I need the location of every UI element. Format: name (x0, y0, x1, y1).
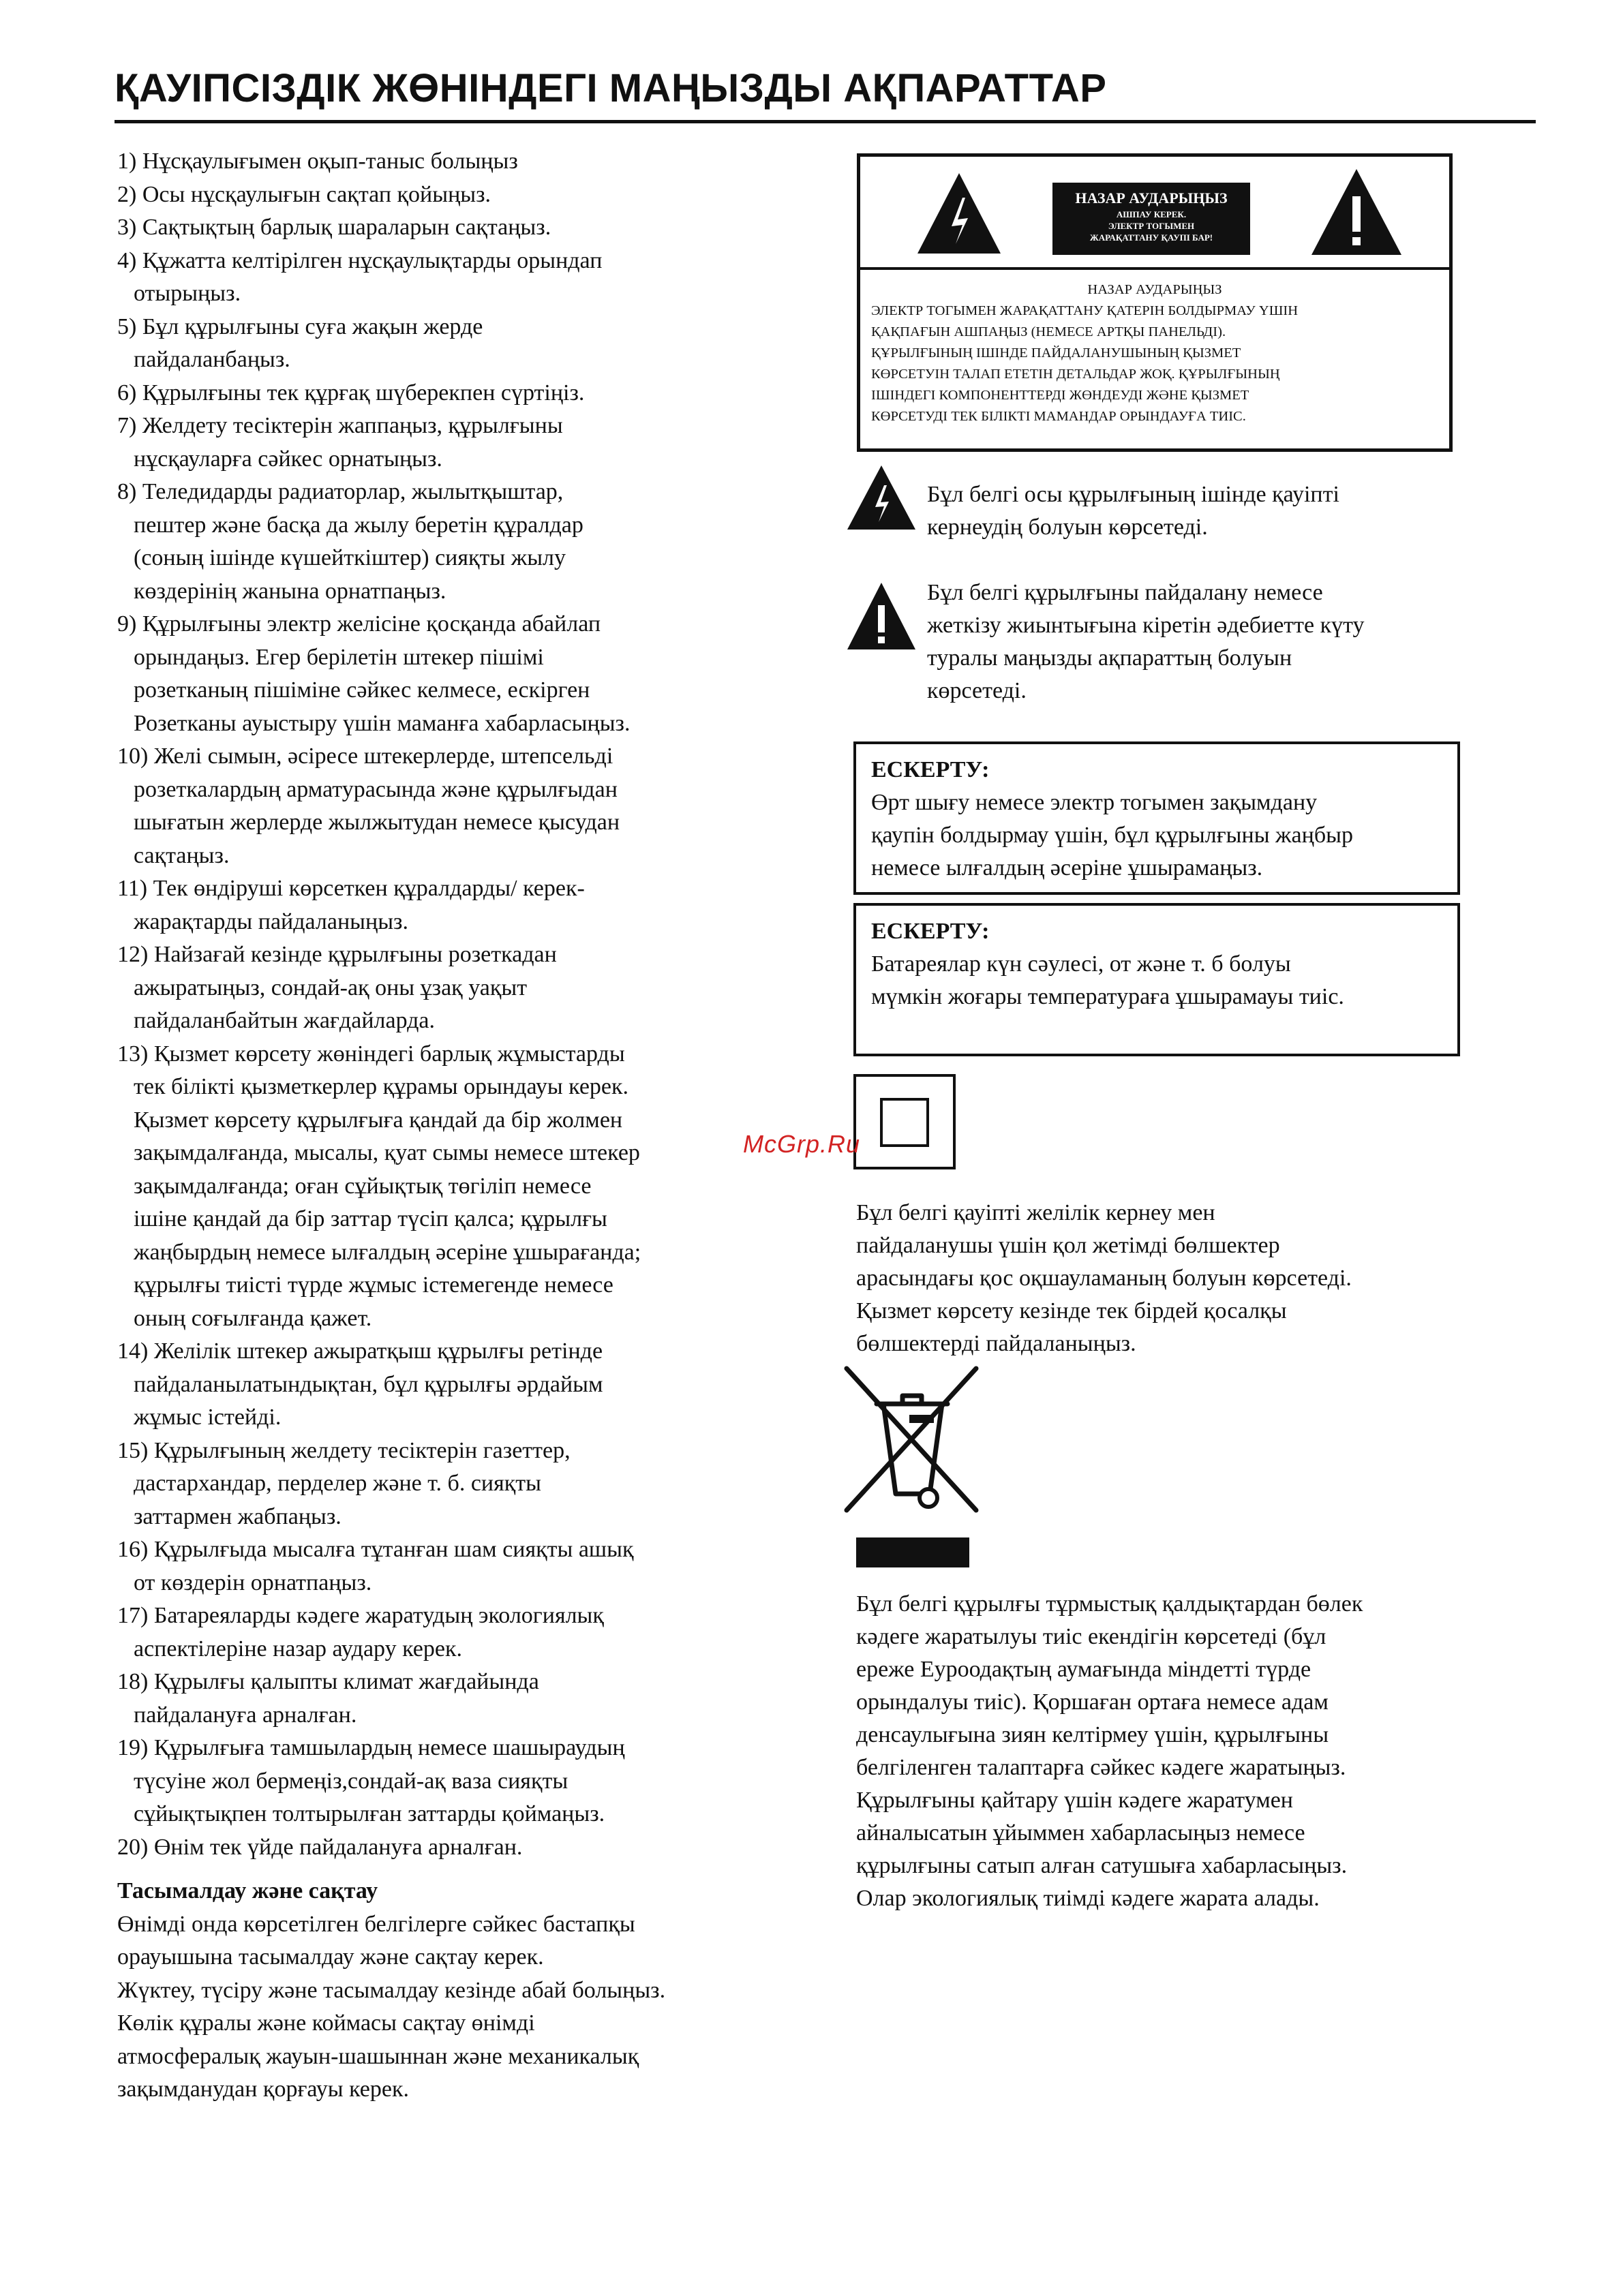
instruction-item (117, 1599, 792, 1666)
instruction-item (117, 1666, 792, 1732)
instruction-line: отырыңыз. (134, 281, 241, 306)
instruction-number: 13) (117, 1041, 149, 1067)
caution-heading: ЕСКЕРТУ: (871, 757, 990, 782)
caution-line: мүмкін жоғары температураға ұшырамауы тиіс. (871, 984, 1344, 1009)
notice-line: КӨРСЕТУДІ ТЕК БІЛІКТІ МАМАНДАР ОРЫНДАУҒА ТИІС. (871, 409, 1246, 424)
text-line: көрсетеді. (927, 678, 1027, 703)
instruction-line: түсуіне жол бермеңіз,сондай-ақ ваза сияқты (134, 1768, 568, 1794)
transport-line: Өнімді онда көрсетілген белгілерге сәйкес бастапқы (117, 1911, 635, 1937)
instruction-line: Желдету тесіктерін жаппаңыз, құрылғыны (142, 413, 563, 438)
instruction-item (117, 1038, 792, 1336)
instructions-list (117, 145, 792, 1864)
instruction-item (117, 476, 792, 608)
instruction-line: шығатын жерлерде жылжытудан немесе қысудан (134, 810, 620, 835)
caution-line: қаупін болдырмау үшін, бұл құрылғыны жаңбыр (871, 823, 1353, 848)
text-line: кәдеге жаратылуы тиіс екендігін көрсетеді (бұл (856, 1624, 1326, 1649)
instruction-item (117, 377, 792, 410)
instruction-item (117, 1435, 792, 1534)
exclamation-triangle-icon (1309, 166, 1404, 258)
instruction-item (117, 740, 792, 872)
instruction-item (117, 1533, 792, 1599)
text-line: айналысатын ұйыммен хабарласыңыз немесе (856, 1820, 1305, 1846)
transport-line: Жүктеу, түсіру және тасымалдау кезінде абай болыңыз. (117, 1977, 666, 2003)
instruction-line: зақымдалғанда, мысалы, қуат сымы немесе штекер (134, 1140, 640, 1165)
instruction-number: 11) (117, 876, 148, 901)
badge-title: НАЗАР АУДАРЫҢЫЗ (1075, 189, 1228, 206)
caution-box-rain (853, 741, 1460, 895)
instruction-line: зақымдалғанда; оған сұйықтық төгіліп немесе (134, 1173, 592, 1199)
instruction-item (117, 311, 792, 377)
text-line: Олар экологиялық тиімді кәдеге жарата алады. (856, 1886, 1320, 1911)
instruction-item (117, 245, 792, 311)
instruction-number: 2) (117, 181, 137, 207)
text-line: Бұл белгі құрылғыны пайдалану немесе (927, 580, 1323, 605)
text-line: Құрылғыны қайтару үшін кәдеге жаратумен (856, 1788, 1294, 1813)
safety-instructions (117, 145, 792, 2107)
instruction-line: оның соғылғанда қажет. (134, 1305, 372, 1331)
instruction-line: Қызмет көрсету құрылғыға қандай да бір жолмен (134, 1107, 623, 1133)
instruction-line: Құрылғыда мысалға тұтанған шам сияқты ашық (153, 1537, 634, 1562)
instruction-number: 9) (117, 611, 137, 637)
crossed-bin-icon (840, 1363, 984, 1517)
instruction-number: 16) (117, 1537, 149, 1562)
instruction-line: Розетканы ауыстыру үшін маманға хабарласыңыз. (134, 710, 631, 736)
transport-line: зақымданудан қорғауы керек. (117, 2077, 409, 2102)
badge-line: ЖАРАҚАТТАНУ ҚАУПІ БАР! (1089, 232, 1213, 243)
instruction-line: Желілік штекер ажыратқыш құрылғы ретінде (153, 1338, 603, 1364)
lightning-symbol-text (927, 478, 1445, 544)
caution-line: немесе ылғалдың әсеріне ұшырамаңыз. (871, 855, 1263, 881)
text-line: жеткізу жиынтығына кіретін әдебиетте күту (927, 613, 1365, 638)
instruction-line: розетканың пішіміне сәйкес келмесе, ескірген (134, 677, 590, 703)
instruction-item (117, 1831, 792, 1865)
instruction-number: 3) (117, 215, 137, 240)
instruction-line: Нұсқаулығымен оқып-таныс болыңыз (142, 149, 518, 174)
text-line: ереже Еуроодақтың аумағында міндетті түрде (856, 1657, 1311, 1682)
exclamation-symbol-text (927, 577, 1459, 707)
instruction-line: пештер және басқа да жылу беретін құралдар (134, 512, 583, 538)
lightning-symbol-icon (845, 463, 917, 532)
title-rule (115, 120, 1536, 123)
double-insulation-icon (853, 1074, 956, 1169)
notice-line: КӨРСЕТУІН ТАЛАП ЕТЕТІН ДЕТАЛЬДАР ЖОҚ. ҚҰРЫЛҒЫНЫҢ (871, 367, 1280, 382)
instruction-line: Бұл құрылғыны суға жақын жерде (142, 313, 483, 339)
instruction-number: 10) (117, 744, 149, 769)
watermark: McGrp.Ru (743, 1130, 861, 1158)
instruction-line: пайдалануға арналған. (134, 1702, 357, 1728)
text-line: пайдаланушы үшін қол жетімді бөлшектер (856, 1233, 1280, 1258)
notice-line: ЭЛЕКТР ТОГЫМЕН ЖАРАҚАТТАНУ ҚАТЕРІН БОЛДЫРМАУ ҮШІН (871, 303, 1299, 318)
instruction-line: розеткалардың арматурасында және құрылғыдан (134, 776, 618, 802)
instruction-item (117, 211, 792, 245)
instruction-line: заттармен жабпаңыз. (134, 1503, 342, 1529)
page-title: ҚАУІПСІЗДІК ЖӨНІНДЕГІ МАҢЫЗДЫ АҚПАРАТТАР (115, 66, 1107, 110)
instruction-line: жұмыс істейді. (134, 1405, 282, 1430)
text-line: Қызмет көрсету кезінде тек бірдей қосалқы (856, 1298, 1287, 1323)
instruction-number: 8) (117, 479, 137, 504)
instruction-line: ішіне қандай да бір заттар түсіп қалса; құрылғы (134, 1206, 607, 1231)
instruction-line: көздерінің жанына орнатпаңыз. (134, 578, 446, 604)
exclamation-symbol-icon (845, 581, 917, 652)
notice-line: ІШІНДЕГІ КОМПОНЕНТТЕРДІ ЖӨНДЕУДІ ЖӘНЕ ҚЫЗМЕТ (871, 388, 1249, 403)
double-insulation-inner-square (880, 1098, 929, 1147)
instruction-item (117, 179, 792, 212)
instruction-line: Осы нұсқаулығын сақтап қойыңыз. (142, 181, 491, 207)
instruction-line: құрылғы тиісті түрде жұмыс істемегенде немесе (134, 1272, 613, 1298)
instruction-line: Теледидарды радиаторлар, жылытқыштар, (142, 479, 564, 504)
transport-body (117, 1908, 792, 2107)
text-line: Бұл белгі осы құрылғының ішінде қауіпті (927, 482, 1339, 507)
instruction-line: Тек өндіруші көрсеткен құралдарды/ керек- (153, 876, 585, 901)
instruction-item (117, 1335, 792, 1435)
instruction-line: Құрылғы қалыпты климат жағдайында (153, 1669, 539, 1694)
instruction-number: 4) (117, 247, 137, 273)
text-line: құрылғыны сатып алған сатушыға хабарласыңыз. (856, 1853, 1348, 1878)
instruction-number: 20) (117, 1834, 149, 1860)
text-line: белгіленген талаптарға сәйкес кәдеге жаратыңыз. (856, 1755, 1346, 1780)
instruction-item (117, 872, 792, 938)
caution-line: Батареялар күн сәулесі, от және т. б болуы (871, 951, 1291, 977)
instruction-line: жарақтарды пайдаланыңыз. (134, 908, 408, 934)
transport-heading: Тасымалдау және сақтау (117, 1878, 378, 1903)
text-line: арасындағы қос оқшауламаның болуын көрсетеді. (856, 1266, 1352, 1291)
instruction-line: Сақтықтың барлық шараларын сақтаңыз. (142, 215, 551, 240)
transport-line: орауышына тасымалдау және сақтау керек. (117, 1944, 544, 1970)
instruction-item (117, 938, 792, 1038)
instruction-item (117, 608, 792, 740)
instruction-number: 1) (117, 149, 137, 174)
instruction-line: Құрылғыны тек құрғақ шүберекпен сүртіңіз. (142, 380, 585, 405)
instruction-number: 17) (117, 1603, 149, 1628)
instruction-line: орындаңыз. Егер берілетін штекер пішімі (134, 644, 544, 670)
badge-line: АШПАУ КЕРЕК. (1116, 209, 1187, 219)
instruction-line: пайдаланылатындықтан, бұл құрылғы әрдайым (134, 1371, 603, 1397)
weee-text (856, 1588, 1456, 1915)
instruction-line: сақтаңыз. (134, 842, 230, 868)
caution-heading: ЕСКЕРТУ: (871, 919, 990, 944)
lightning-triangle-icon (915, 170, 1003, 256)
notice-line: ҚҰРЫЛҒЫНЫҢ ІШІНДЕ ПАЙДАЛАНУШЫНЫҢ ҚЫЗМЕТ (871, 346, 1241, 361)
instruction-line: Желі сымын, әсіресе штекерлерде, штепсельді (153, 744, 613, 769)
instruction-number: 19) (117, 1735, 149, 1760)
instruction-line: аспектілеріне назар аудару керек. (134, 1636, 462, 1662)
notice-line: ҚАҚПАҒЫН АШПАҢЫЗ (НЕМЕСЕ АРТҚЫ ПАНЕЛЬДІ). (871, 324, 1226, 339)
instruction-line: сұйықтықпен толтырылған заттарды қоймаңыз. (134, 1801, 605, 1826)
instruction-line: пайдаланбаңыз. (134, 347, 290, 372)
instruction-line: Құжатта келтірілген нұсқаулықтарды орындап (142, 247, 603, 273)
instruction-line: Құрылғыны электр желісіне қосқанда абайлап (142, 611, 601, 637)
instruction-line: (соның ішінде күшейткіштер) сияқты жылу (134, 545, 566, 570)
instruction-item (117, 410, 792, 476)
instruction-line: Құрылғыға тамшылардың немесе шашыраудың (153, 1735, 625, 1760)
instruction-line: Найзағай кезінде құрылғыны розеткадан (153, 942, 557, 967)
transport-line: Көлік құралы және коймасы сақтау өнімді (117, 2010, 535, 2036)
instruction-line: от көздерін орнатпаңыз. (134, 1570, 372, 1595)
instruction-line: дастархандар, перделер және т. б. сияқты (134, 1471, 541, 1496)
transport-line: атмосфералық жауын-шашыннан және механикалық (117, 2043, 639, 2069)
text-line: туралы маңызды ақпараттың болуын (927, 645, 1292, 671)
text-line: бөлшектерді пайдаланыңыз. (856, 1331, 1136, 1356)
instruction-line: Құрылғының желдету тесіктерін газеттер, (153, 1437, 571, 1463)
instruction-item (117, 1732, 792, 1831)
caution-badge (1052, 183, 1250, 255)
instruction-line: Өнім тек үйде пайдалануға арналған. (153, 1834, 523, 1860)
instruction-line: Батареяларды кәдеге жаратудың экологиялық (153, 1603, 604, 1628)
caution-box-battery (853, 903, 1460, 1056)
warning-box (857, 153, 1453, 452)
text-line: Бұл белгі қауіпті желілік кернеу мен (856, 1200, 1215, 1225)
instruction-line: жаңбырдың немесе ылғалдың әсеріне ұшырағанда; (134, 1239, 641, 1265)
instruction-line: пайдаланбайтын жағдайларда. (134, 1008, 436, 1033)
instruction-number: 12) (117, 942, 149, 967)
instruction-number: 7) (117, 413, 137, 438)
double-insulation-text (856, 1197, 1456, 1360)
instruction-line: Қызмет көрсету жөніндегі барлық жұмыстарды (153, 1041, 625, 1067)
instruction-line: тек білікті қызметкерлер құрамы орындауы керек. (134, 1074, 629, 1099)
warning-box-header (860, 157, 1449, 270)
text-line: Бұл белгі құрылғы тұрмыстық қалдықтардан бөлек (856, 1591, 1363, 1617)
weee-bar (856, 1537, 969, 1567)
caution-line: Өрт шығу немесе электр тогымен зақымдану (871, 790, 1318, 815)
instruction-item (117, 145, 792, 179)
notice-title: НАЗАР АУДАРЫҢЫЗ (1087, 282, 1222, 297)
instruction-line: ажыратыңыз, сондай-ақ оны ұзақ уақыт (134, 975, 528, 1000)
instruction-number: 18) (117, 1669, 149, 1694)
badge-line: ЭЛЕКТР ТОГЫМЕН (1108, 221, 1195, 231)
text-line: денсаулығына зиян келтірмеу үшін, құрылғыны (856, 1722, 1329, 1747)
instruction-number: 15) (117, 1437, 149, 1463)
instruction-number: 5) (117, 313, 137, 339)
text-line: орындалуы тиіс). Қоршаған ортаға немесе адам (856, 1689, 1329, 1715)
text-line: кернеудің болуын көрсетеді. (927, 515, 1208, 540)
instruction-number: 6) (117, 380, 137, 405)
warning-notice (871, 279, 1438, 427)
instruction-number: 14) (117, 1338, 149, 1364)
instruction-line: нұсқауларға сәйкес орнатыңыз. (134, 446, 442, 472)
